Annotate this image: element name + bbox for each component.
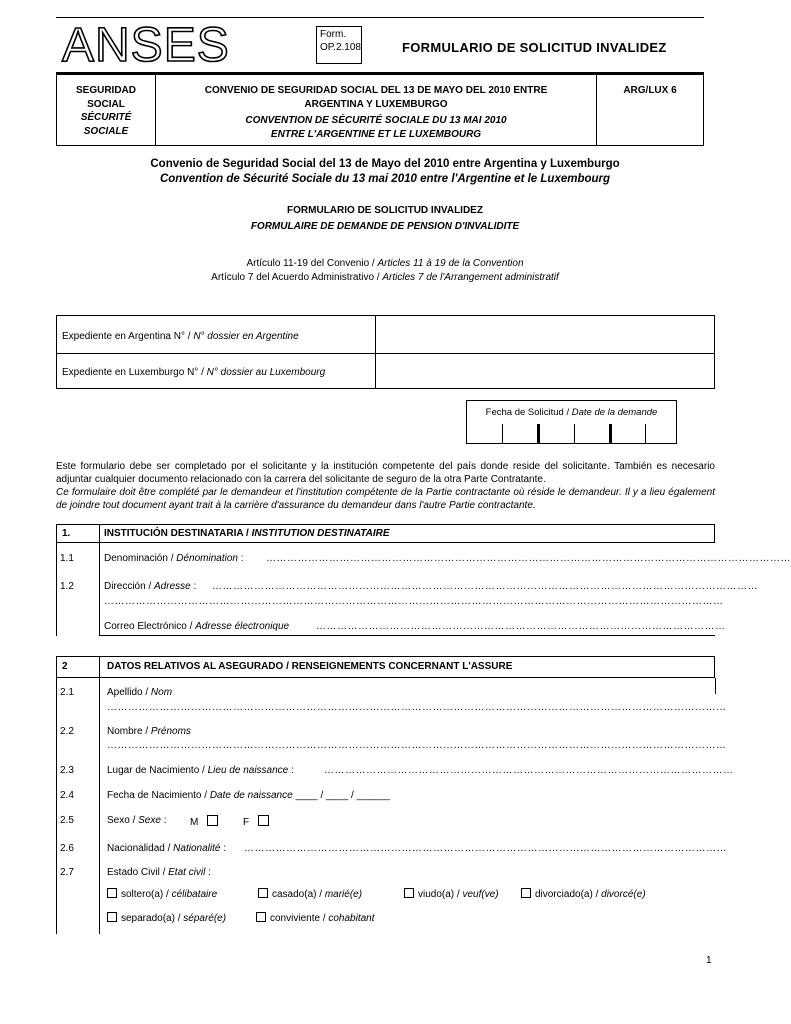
form-code-box xyxy=(316,26,362,64)
address-label: Dirección / Adresse : xyxy=(104,581,197,592)
intro-title-fr: Convention de Sécurité Sociale du 13 mai 2010 entre l'Argentine et le Luxembourg xyxy=(159,173,611,185)
label-social: SOCIAL xyxy=(87,98,125,110)
sex-es: Sexo / xyxy=(107,815,139,826)
luxembourg-file-fr: N° dossier au Luxembourg xyxy=(206,367,326,378)
article-line-1 xyxy=(0,258,770,269)
label-sociale: SOCIALE xyxy=(83,125,129,137)
civil-status-es: Estado Civil / xyxy=(107,867,169,878)
birthplace-es: Lugar de Nacimiento / xyxy=(107,765,208,776)
section-1-bottom xyxy=(99,635,715,636)
email-fr: Adresse électronique xyxy=(195,621,290,632)
date-label-fr: Date de la demande xyxy=(571,407,658,418)
civil-option-separated[interactable] xyxy=(107,912,226,924)
header-top-rule xyxy=(56,17,704,18)
form-code-line1: Form. xyxy=(320,29,347,40)
row-2-5-number: 2.5 xyxy=(60,815,74,826)
section-1-number: 1. xyxy=(62,528,71,539)
date-part-separator xyxy=(537,424,540,444)
cohabitant-fr: cohabitant xyxy=(328,913,375,924)
sex-female-label: F xyxy=(243,817,250,828)
first-name-es: Nombre / xyxy=(107,726,151,737)
argentina-file-fr: N° dossier en Argentine xyxy=(193,331,299,342)
file-table-divider xyxy=(375,315,376,389)
section-1-title-es: INSTITUCIÓN DESTINATARIA / xyxy=(104,528,252,539)
surname-es: Apellido / xyxy=(107,687,151,698)
section-2-right-border xyxy=(715,678,716,694)
nationality-fr: Nationalité xyxy=(173,843,221,854)
section-1-left-border xyxy=(56,543,57,636)
civil-status-label: Estado Civil / Etat civil : xyxy=(107,867,211,878)
section-1-title xyxy=(104,528,390,539)
anses-logo: ANSES xyxy=(62,19,230,72)
nationality-label: Nacionalidad / Nationalité : xyxy=(107,843,226,854)
luxembourg-file-field[interactable] xyxy=(377,355,713,388)
birthdate-label xyxy=(107,790,390,801)
civil-option-divorced[interactable] xyxy=(521,888,646,900)
email-es: Correo Electrónico / xyxy=(104,621,196,632)
date-label-es: Fecha de Solicitud / xyxy=(485,407,572,418)
section-2-title: DATOS RELATIVOS AL ASEGURADO / RENSEIGNEMENTS CONCERNANT L'ASSURE xyxy=(107,661,513,672)
date-digit-separator xyxy=(502,424,503,444)
intro-form-fr: FORMULAIRE DE DEMANDE DE PENSION D'INVALIDITE xyxy=(250,221,520,232)
section-1-divider xyxy=(99,524,100,636)
nationality-field[interactable]: ………………………………………………………………………………………………………………………… xyxy=(244,843,727,854)
top-table-border xyxy=(703,75,704,145)
birthdate-es: Fecha de Nacimiento / xyxy=(107,790,210,801)
form-code-line2: OP.2.108 xyxy=(320,41,361,53)
top-table-bottom xyxy=(56,145,704,146)
row-1-2-number: 1.2 xyxy=(60,581,74,592)
address-fr: Adresse xyxy=(154,581,191,592)
denomination-label: Denominación / Dénomination : xyxy=(104,553,244,564)
single-checkbox[interactable] xyxy=(107,888,117,898)
civil-option-married[interactable] xyxy=(258,888,362,900)
birthplace-field[interactable]: ……………………………………………………………………………………………………… xyxy=(324,765,734,776)
denomination-es: Denominación / xyxy=(104,553,177,564)
sex-option-female[interactable] xyxy=(243,815,273,828)
row-2-7-number: 2.7 xyxy=(60,867,74,878)
first-name-fr: Prénoms xyxy=(150,726,191,737)
convenio-es-2: ARGENTINA Y LUXEMBURGO xyxy=(304,98,448,110)
separated-checkbox[interactable] xyxy=(107,912,117,922)
luxembourg-file-label xyxy=(62,367,325,378)
surname-field[interactable]: …………………………………………………………………………………………………………………………………………………………… xyxy=(107,702,727,713)
first-name-label xyxy=(107,726,191,737)
article-2-es: Artículo 7 del Acuerdo Administrativo / xyxy=(211,272,383,283)
convention-fr-1: CONVENTION DE SÉCURITÉ SOCIALE DU 13 MAI 2010 xyxy=(245,115,507,126)
widowed-fr: veuf(ve) xyxy=(462,889,499,900)
address-es: Dirección / xyxy=(104,581,155,592)
birthdate-fr: Date de naissance xyxy=(209,790,293,801)
civil-option-widowed[interactable] xyxy=(404,888,499,900)
intro-title-es: Convenio de Seguridad Social del 13 de Mayo del 2010 entre Argentina y Luxemburgo xyxy=(150,158,620,170)
date-digit-separator xyxy=(645,424,646,444)
sex-option-male[interactable] xyxy=(190,815,222,828)
row-2-4-number: 2.4 xyxy=(60,790,74,801)
sex-male-checkbox[interactable] xyxy=(207,815,218,826)
single-fr: célibataire xyxy=(171,889,218,900)
notice-fr: Ce formulaire doit être complété par le demandeur et l'institution compétente de la Partie contractante où réside le demandeur. Il y a lieu également de joindre tout document ayant trait à la carrière d'assurance du demandeur dans l'autre Partie contractante. xyxy=(56,487,715,511)
article-1-es: Artículo 11-19 del Convenio / xyxy=(246,258,378,269)
article-line-2 xyxy=(0,272,770,283)
file-table-row-divider xyxy=(56,353,715,354)
section-1-title-fr: INSTITUTION DESTINATAIRE xyxy=(251,528,390,539)
surname-label xyxy=(107,687,172,698)
form-reference: ARG/LUX 6 xyxy=(623,85,677,96)
email-field[interactable]: ……………………………………………………………………………………………………… xyxy=(316,621,726,632)
section-2-divider xyxy=(99,656,100,934)
birthdate-field[interactable]: ____ / ____ / ______ xyxy=(295,790,390,801)
widowed-es: viudo(a) / xyxy=(418,889,463,900)
sex-fr: Sexe xyxy=(138,815,161,826)
married-checkbox[interactable] xyxy=(258,888,268,898)
sex-female-checkbox[interactable] xyxy=(258,815,269,826)
first-name-field[interactable]: …………………………………………………………………………………………………………………………………………………………… xyxy=(107,740,727,751)
convenio-es-1: CONVENIO DE SEGURIDAD SOCIAL DEL 13 DE MAYO DEL 2010 ENTRE xyxy=(204,85,548,96)
intro-form-es: FORMULARIO DE SOLICITUD INVALIDEZ xyxy=(287,205,483,216)
married-es: casado(a) / xyxy=(272,889,325,900)
separated-es: separado(a) / xyxy=(121,913,184,924)
separated-fr: séparé(e) xyxy=(183,913,227,924)
notice-es: Este formulario debe ser completado por el solicitante y la institución competente del país donde reside del solicitante. También es necesario adjuntar cualquier documento relacionado con la carrera del solicitante de seguro de la otra Parte Contratante. xyxy=(56,461,715,485)
argentina-file-label xyxy=(62,331,299,342)
divorced-es: divorciado(a) / xyxy=(535,889,602,900)
married-fr: marié(e) xyxy=(324,889,363,900)
birthplace-label: Lugar de Nacimiento / Lieu de naissance : xyxy=(107,765,294,776)
widowed-checkbox[interactable] xyxy=(404,888,414,898)
page-number: 1 xyxy=(706,955,712,966)
section-2-number: 2 xyxy=(62,661,68,672)
row-2-2-number: 2.2 xyxy=(60,726,74,737)
argentina-file-field[interactable] xyxy=(377,317,713,352)
cohabitant-checkbox[interactable] xyxy=(256,912,266,922)
header-bottom-rule xyxy=(56,72,704,75)
row-2-3-number: 2.3 xyxy=(60,765,74,776)
header-title: FORMULARIO DE SOLICITUD INVALIDEZ xyxy=(402,40,667,55)
birthplace-fr: Lieu de naissance xyxy=(207,765,289,776)
sex-label: Sexo / Sexe : xyxy=(107,815,167,826)
convention-fr-2: ENTRE L'ARGENTINE ET LE LUXEMBOURG xyxy=(270,128,482,140)
article-1-fr: Articles 11 à 19 de la Convention xyxy=(377,258,524,269)
nationality-es: Nacionalidad / xyxy=(107,843,174,854)
section-2-left-border xyxy=(56,678,57,934)
date-part-separator xyxy=(609,424,612,444)
civil-option-single[interactable] xyxy=(107,888,217,900)
sex-male-label: M xyxy=(190,817,199,828)
label-seguridad: SEGURIDAD xyxy=(75,85,136,96)
surname-fr: Nom xyxy=(150,687,173,698)
date-digit-separator xyxy=(574,424,575,444)
denomination-field[interactable]: …………………………………………………………………………………………………………………………………… xyxy=(266,553,791,564)
civil-status-fr: Etat civil xyxy=(168,867,206,878)
top-table-middle xyxy=(156,84,596,141)
row-1-1-number: 1.1 xyxy=(60,553,74,564)
email-label xyxy=(104,621,289,632)
luxembourg-file-es: Expediente en Luxemburgo N° / xyxy=(62,367,207,378)
top-table-left xyxy=(57,84,155,138)
cohabitant-es: conviviente / xyxy=(270,913,329,924)
single-es: soltero(a) / xyxy=(121,889,172,900)
address-field-line-1[interactable]: ………………………………………………………………………………………………………………………………………… xyxy=(212,581,758,592)
civil-option-cohabitant[interactable] xyxy=(256,912,375,924)
label-securite: SÉCURITÉ xyxy=(80,112,132,123)
divorced-checkbox[interactable] xyxy=(521,888,531,898)
address-field-line-2[interactable]: …………………………………………………………………………………………………………………………………………………………… xyxy=(104,596,724,607)
row-2-1-number: 2.1 xyxy=(60,687,74,698)
article-2-fr: Articles 7 de l'Arrangement administratif xyxy=(382,272,559,283)
denomination-fr: Dénomination xyxy=(176,553,238,564)
argentina-file-es: Expediente en Argentina N° / xyxy=(62,331,194,342)
row-2-6-number: 2.6 xyxy=(60,843,74,854)
divorced-fr: divorcé(e) xyxy=(601,889,646,900)
application-date-label xyxy=(466,407,677,418)
